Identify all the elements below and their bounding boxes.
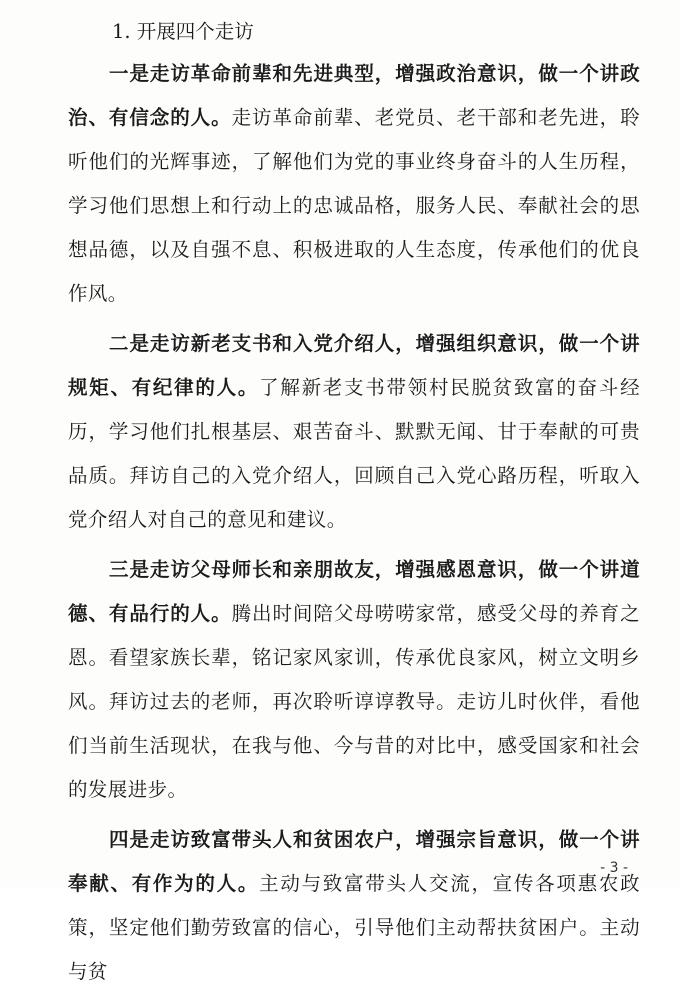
paragraph-4-body: 主动与致富带头人交流，宣传各项惠农政策，坚定他们勤劳致富的信心，引导他们主动帮扶贫困户。主动与贫	[68, 872, 640, 983]
paragraph-2-lead: 二是走访新老支书和入党介绍人，增强组织意识，做一个讲规矩、有纪律的人。	[68, 332, 640, 399]
paragraph-4-lead: 四是走访致富带头人和贫困农户，增强宗旨意识，做一个讲奉献、有作为的人。	[68, 828, 640, 895]
paragraph-1-body: 走访革命前辈、老党员、老干部和老先进，聆听他们的光辉事迹，了解他们为党的事业终身奋斗的人生历程，学习他们思想上和行动上的忠诚品格，服务人民、奉献社会的思想品德，以及自强不息、积极进取的人生态度，传承他们的优良作风。	[68, 106, 640, 305]
paragraph-1-lead: 一是走访革命前辈和先进典型，增强政治意识，做一个讲政治、有信念的人。	[68, 62, 640, 129]
paragraph-2	[68, 322, 640, 542]
page-number: - 3 -	[600, 860, 628, 876]
paragraph-3-body: 腾出时间陪父母唠唠家常，感受父母的养育之恩。看望家族长辈，铭记家风家训，传承优良家风，树立文明乡风。拜访过去的老师，再次聆听谆谆教导。走访儿时伙伴，看他们当前生活现状，在我与他、今与昔的对比中，感受国家和社会的发展进步。	[68, 602, 640, 801]
paragraph-3-lead: 三是走访父母师长和亲朋故友，增强感恩意识，做一个讲道德、有品行的人。	[68, 558, 640, 625]
paragraph-4	[68, 818, 640, 994]
paragraph-3	[68, 548, 640, 812]
paragraph-2-body: 了解新老支书带领村民脱贫致富的奋斗经历，学习他们扎根基层、艰苦奋斗、默默无闻、甘于奉献的可贵品质。拜访自己的入党介绍人，回顾自己入党心路历程，听取入党介绍人对自己的意见和建议。	[68, 376, 640, 531]
section-title: 1. 开展四个走访	[112, 20, 254, 43]
paragraph-1	[68, 52, 640, 316]
